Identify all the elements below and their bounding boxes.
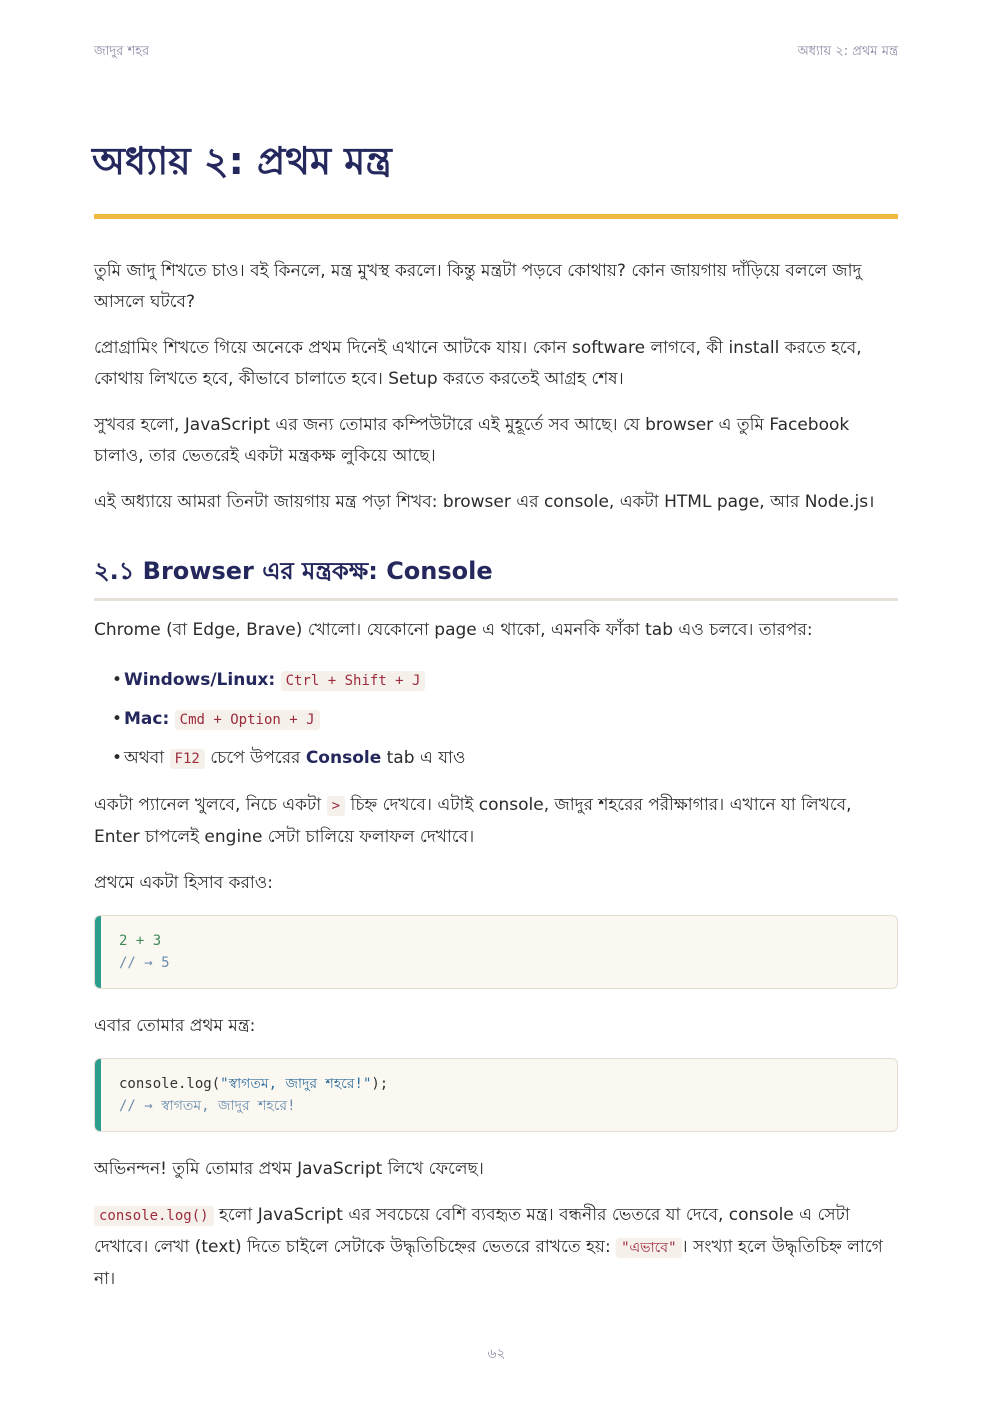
- string-example-code: "এভাবে": [616, 1238, 681, 1258]
- section-paragraph-4: এবার তোমার প্রথম মন্ত্র:: [94, 1016, 256, 1036]
- page-number: ৬২: [487, 1346, 506, 1362]
- list-item: • Mac: Cmd + Option + J: [112, 700, 898, 739]
- code-block-accent: [95, 916, 101, 988]
- shortcut-label-mac: Mac:: [124, 709, 170, 729]
- paragraph-text: একটা প্যানেল খুলবে, নিচে একটা: [94, 795, 322, 815]
- console-tab-label: Console: [305, 748, 382, 768]
- prompt-symbol-code: >: [327, 796, 345, 816]
- paragraph-text: হলো JavaScript এর সবচেয়ে বেশি ব্যবহৃত মন্ত্র। বন্ধনীর ভেতরে যা দেবে, console এ সেটা দেখাবে। লেখা (text) দিতে চাইলে সেটাকে উদ্ধৃতিচিহ্নের ভেতরে রাখতে হয়:: [94, 1205, 850, 1257]
- paragraph-text: । সংখ্যা হলে উদ্ধৃতিচিহ্ন লাগে না।: [94, 1237, 883, 1289]
- main-content: [94, 256, 898, 1310]
- bullet-text-post: tab এ যাও: [386, 748, 466, 768]
- code-line: 2 + 3: [119, 933, 162, 949]
- section-paragraph-6: [94, 1200, 898, 1295]
- paragraph-text: চিহ্ন দেখবে। এটাই console, জাদুর শহরের পরীক্ষাগার। এখানে যা লিখবে, Enter চাপলেই engine সেটা চালিয়ে ফলাফল দেখাবে।: [94, 795, 852, 847]
- shortcut-list: [94, 661, 898, 778]
- code-comment: // → 5: [119, 955, 170, 971]
- intro-paragraph-3: সুখবর হলো, JavaScript এর জন্য তোমার কম্পিউটারে এই মুহূর্তে সব আছে। যে browser এ তুমি Facebook চালাও, তার ভেতরেই একটা মন্ত্রকক্ষ লুকিয়ে আছে।: [94, 415, 850, 466]
- shortcut-code-windows: Ctrl + Shift + J: [281, 671, 426, 691]
- code-comment: // → স্বাগতম, জাদুর শহরে!: [119, 1098, 296, 1114]
- section-paragraph-3: প্রথমে একটা হিসাব করাও:: [94, 873, 274, 893]
- intro-paragraph-1: তুমি জাদু শিখতে চাও। বই কিনলে, মন্ত্র মুখস্থ করলে। কিন্তু মন্ত্রটা পড়বে কোথায়? কোন জায়গায় দাঁড়িয়ে বললে জাদু আসলে ঘটবে?: [94, 261, 862, 312]
- section-paragraph-5: অভিনন্দন! তুমি তোমার প্রথম JavaScript লিখে ফেলেছ।: [94, 1159, 484, 1179]
- code-line: console.log("স্বাগতম, জাদুর শহরে!");: [119, 1076, 389, 1092]
- code-block-2: [94, 1058, 898, 1132]
- section-paragraph-2: [94, 790, 898, 853]
- code-block-accent: [95, 1059, 101, 1131]
- chapter-title: অধ্যায় ২: প্রথম মন্ত্র: [92, 139, 392, 183]
- list-item: • Windows/Linux: Ctrl + Shift + J: [112, 661, 898, 700]
- console-log-code: console.log(): [94, 1206, 214, 1226]
- shortcut-code-f12: F12: [170, 749, 205, 769]
- list-item: • অথবা F12 চেপে উপরের Console tab এ যাও: [112, 748, 466, 768]
- code-block-1: [94, 915, 898, 989]
- intro-paragraph-4: এই অধ্যায়ে আমরা তিনটা জায়গায় মন্ত্র পড়া শিখব: browser এর console, একটা HTML page, আর Node.js।: [94, 492, 875, 512]
- title-rule: [94, 214, 898, 219]
- intro-paragraph-2: প্রোগ্রামিং শিখতে গিয়ে অনেকে প্রথম দিনেই এখানে আটকে যায়। কোন software লাগবে, কী install করতে হবে, কোথায় লিখতে হবে, কীভাবে চালাতে হবে। Setup করতে করতেই আগ্রহ শেষ।: [94, 338, 862, 389]
- book-title: জাদুর শহর: [94, 44, 150, 59]
- bullet-text-pre: অথবা: [124, 748, 165, 768]
- section-rule: [94, 598, 898, 601]
- section-paragraph-1: Chrome (বা Edge, Brave) খোলো। যেকোনো page এ থাকো, এমনকি ফাঁকা tab এও চলবে। তারপর:: [94, 620, 813, 640]
- bullet-text-mid: চেপে উপরের: [210, 748, 301, 768]
- shortcut-label-windows: Windows/Linux:: [124, 670, 276, 690]
- section-heading: ২.১ Browser এর মন্ত্রকক্ষ: Console: [94, 557, 493, 585]
- section-header: [94, 554, 898, 601]
- shortcut-code-mac: Cmd + Option + J: [175, 710, 320, 730]
- chapter-label: অধ্যায় ২: প্রথম মন্ত্র: [797, 44, 898, 59]
- code-string: "স্বাগতম, জাদুর শহরে!": [220, 1076, 372, 1092]
- running-header: [94, 42, 898, 62]
